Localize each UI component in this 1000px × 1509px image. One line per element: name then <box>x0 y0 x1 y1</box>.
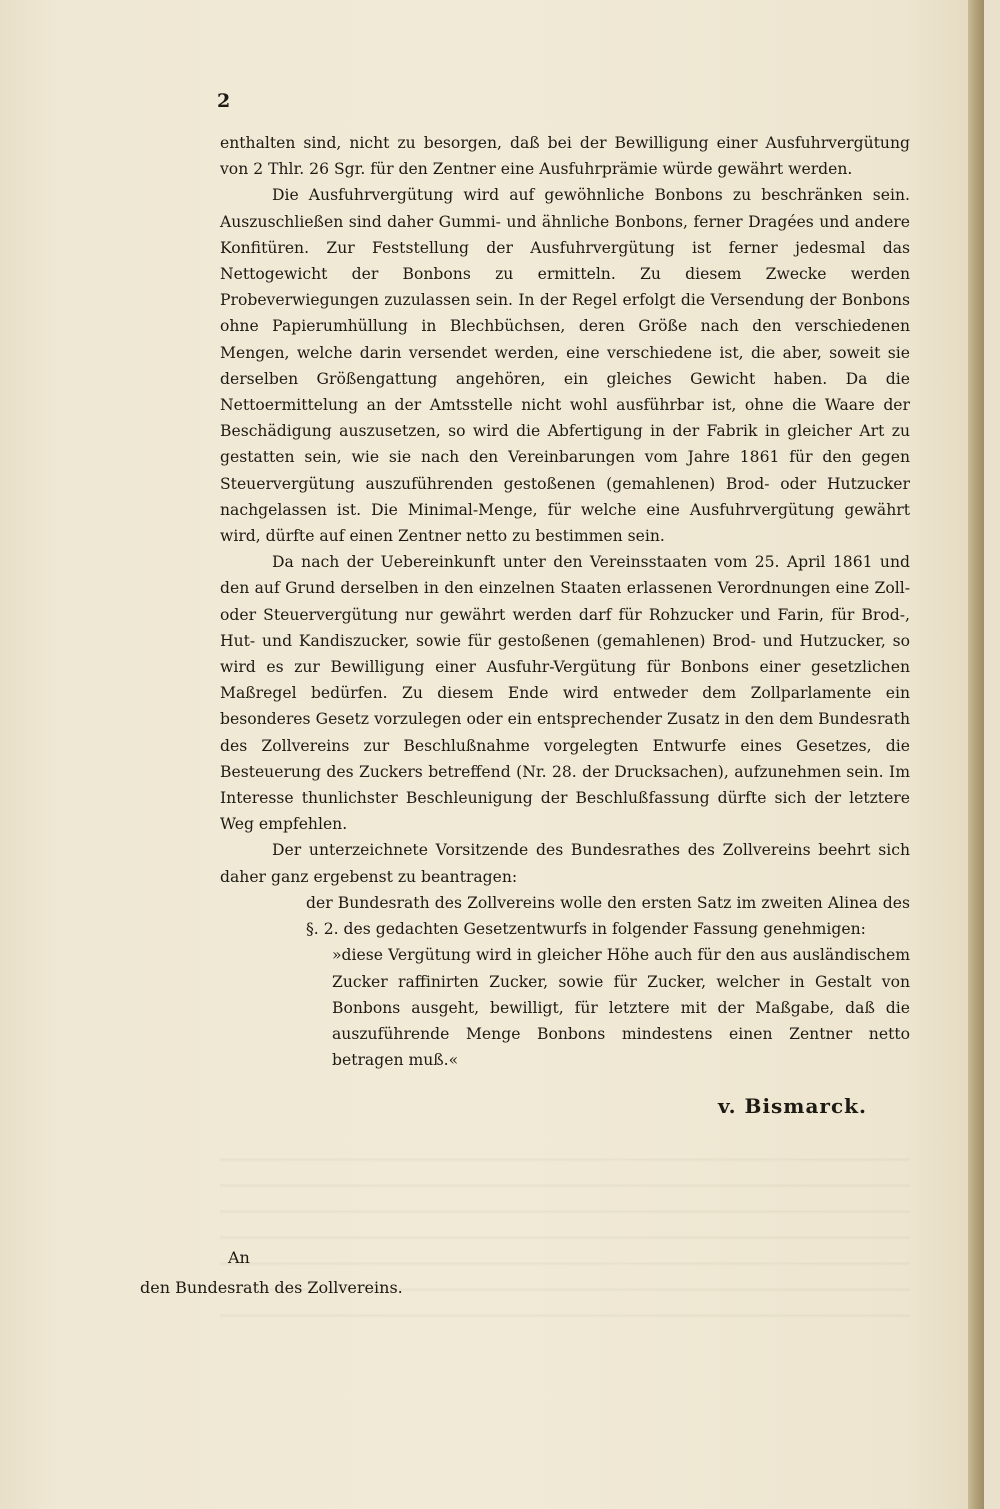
address-line-1: An <box>228 1248 250 1267</box>
body-text <box>220 130 910 1073</box>
paragraph-4: Der unterzeichnete Vorsitzende des Bundesrathes des Zollvereins beehrt sich daher ganz ergebenst zu beantragen: <box>220 841 910 886</box>
paragraph-1: enthalten sind, nicht zu besorgen, daß bei der Bewilligung einer Ausfuhrvergütung von 2 Thlr. 26 Sgr. für den Zentner eine Ausfuhrprämie würde gewährt werden. <box>220 134 910 179</box>
address-line-2: den Bundesrath des Zollvereins. <box>140 1278 403 1297</box>
paragraph-2: Die Ausfuhrvergütung wird auf gewöhnliche Bonbons zu beschränken sein. Auszuschließen sind daher Gummi- und ähnliche Bonbons, ferner Dragées und andere Konfitüren. Zur Feststellung der Ausfuhrvergütung ist ferner jedesmal das Nettogewicht der Bonbons zu ermitteln. Zu diesem Zwecke werden Probeverwiegungen zuzulassen sein. In der Regel erfolgt die Versendung der Bonbons ohne Papierumhüllung in Blechbüchsen, deren Größe nach den verschiedenen Mengen, welche darin versendet werden, eine verschiedene ist, die aber, soweit sie derselben Größengattung angehören, ein gleiches Gewicht haben. Da die Nettoermittelung an der Amtsstelle nicht wohl ausführbar ist, ohne die Waare der Beschädigung auszusetzen, so wird die Abfertigung in der Fabrik in gleicher Art zu gestatten sein, wie sie nach den Vereinbarungen vom Jahre 1861 für den gegen Steuervergütung auszuführenden gestoßenen (gemahlenen) Brod- oder Hutzucker nachgelassen ist. Die Minimal-Menge, für welche eine Ausfuhrvergütung gewährt wird, dürfte auf einen Zentner netto zu bestimmen sein. <box>220 186 910 546</box>
signature: v. Bismarck. <box>718 1094 867 1118</box>
paragraph-3: Da nach der Uebereinkunft unter den Vereinsstaaten vom 25. April 1861 und den auf Grund derselben in den einzelnen Staaten erlassenen Verordnungen eine Zoll- oder Steuervergütung nur gewährt werden darf für Rohzucker und Farin, für Brod-, Hut- und Kandiszucker, sowie für gestoßenen (gemahlenen) Brod- und Hutzucker, so wird es zur Bewilligung einer Ausfuhr-Vergütung für Bonbons einer gesetzlichen Maßregel bedürfen. Zu diesem Ende wird entweder dem Zollparlamente ein besonderes Gesetz vorzulegen oder ein entsprechender Zusatz in den dem Bundesrath des Zollvereins zur Beschlußnahme vorgelegten Entwurfe eines Gesetzes, die Besteuerung des Zuckers betreffend (Nr. 28. der Drucksachen), aufzunehmen sein. Im Interesse thunlichster Beschleunigung der Beschlußfassung dürfte sich der letztere Weg empfehlen. <box>220 553 910 834</box>
show-through-text <box>220 1140 910 1340</box>
page-edge <box>968 0 984 1509</box>
page-number: 2 <box>217 90 231 112</box>
motion-text: der Bundesrath des Zollvereins wolle den ersten Satz im zweiten Alinea des §. 2. des gedachten Gesetzentwurfs in folgender Fassung genehmigen: <box>306 893 910 939</box>
quoted-amendment: »diese Vergütung wird in gleicher Höhe auch für den aus ausländischem Zucker raffinirten Zucker, sowie für Zucker, welcher in Gestalt von Bonbons ausgeht, bewilligt, für letztere mit der Maßgabe, daß die auszuführende Menge Bonbons mindestens einen Zentner netto betragen muß.« <box>332 946 910 1070</box>
